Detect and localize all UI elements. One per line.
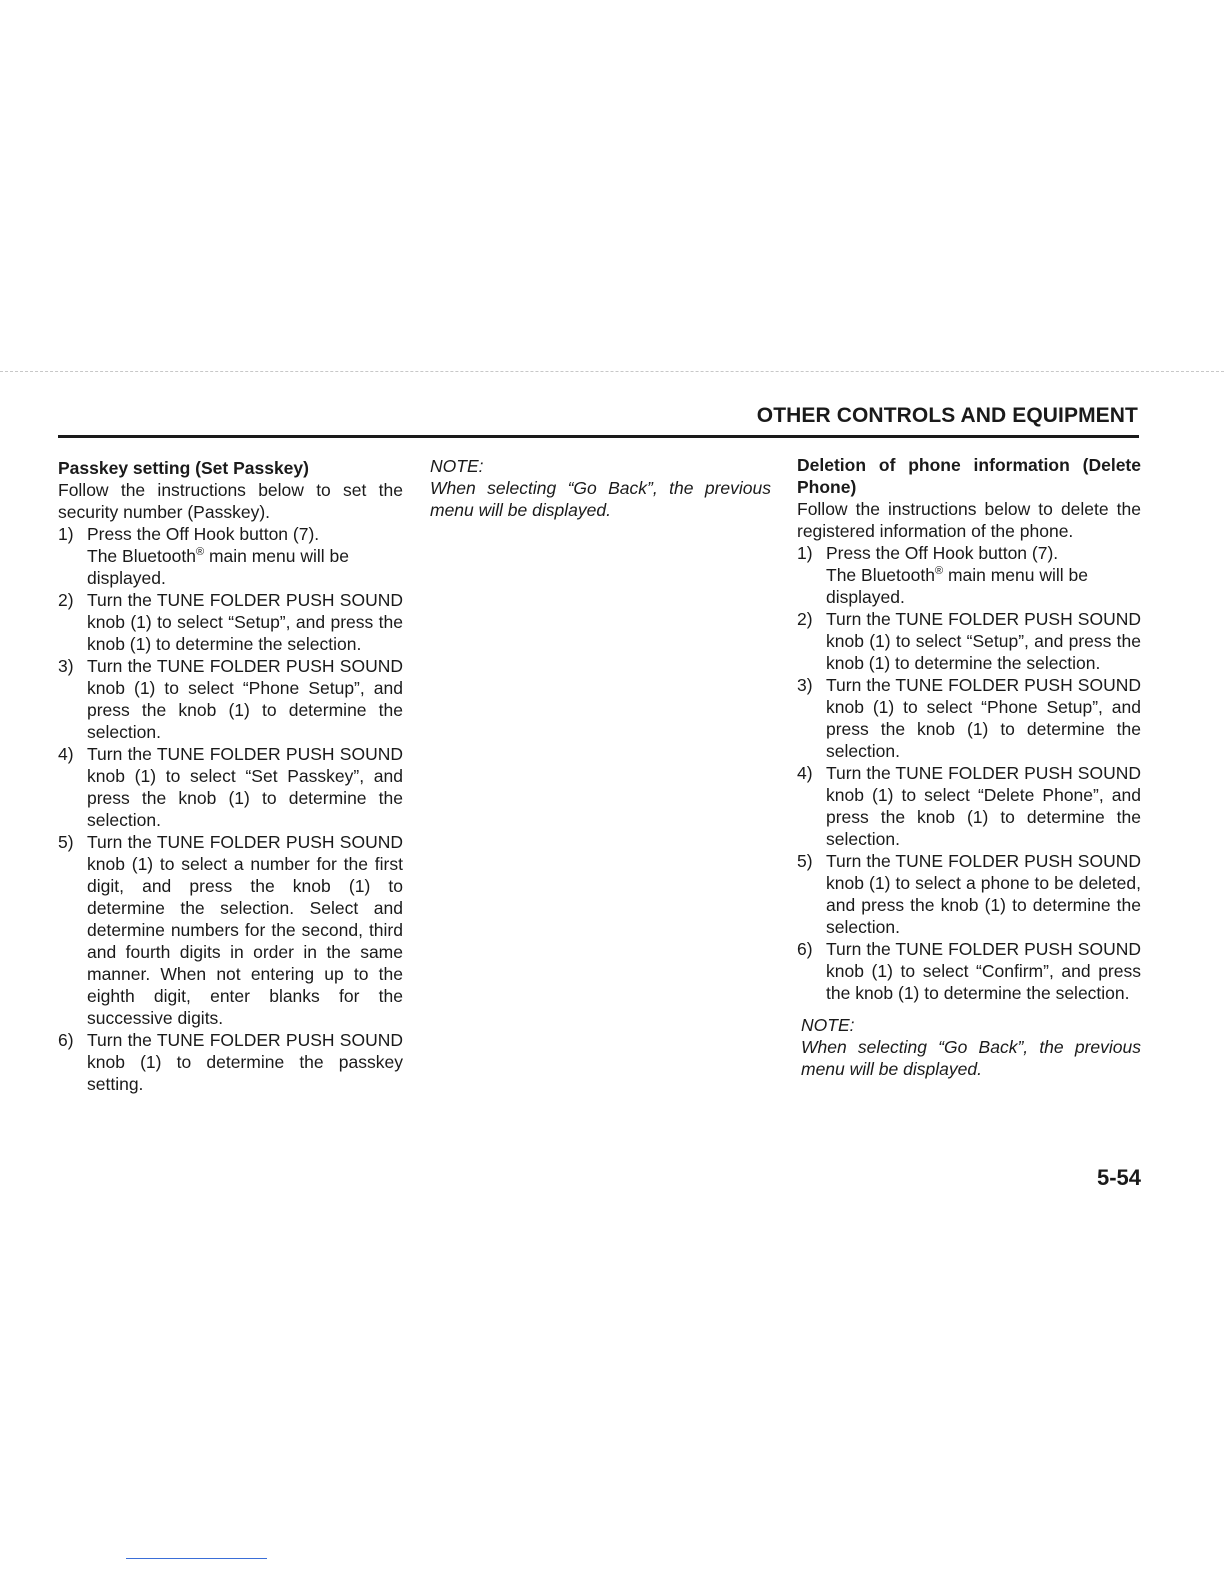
right-note: [797, 1014, 1141, 1080]
step-number: 3): [58, 656, 74, 676]
list-item: [797, 542, 1141, 608]
step-number: 1): [58, 524, 74, 544]
step-number: 5): [58, 832, 74, 852]
list-item: [797, 608, 1141, 674]
step-number: 6): [797, 939, 813, 959]
step-text: Turn the TUNE FOLDER PUSH SOUND knob (1) to select “Phone Setup”, and press the knob (1) to determine the selection.: [826, 675, 1141, 761]
list-item: [58, 523, 403, 589]
step-number: 5): [797, 851, 813, 871]
section-title: OTHER CONTROLS AND EQUIPMENT: [756, 404, 1138, 427]
step-number: 4): [797, 763, 813, 783]
step-body: [87, 743, 403, 831]
step-body: [87, 1029, 403, 1095]
page-number: 5-54: [1096, 1165, 1141, 1190]
passkey-steps: [58, 523, 403, 1095]
registered-mark: ®: [195, 546, 205, 559]
step-text: Press the Off Hook button (7).: [87, 524, 320, 544]
passkey-intro: Follow the instructions below to set the security number (Passkey).: [58, 480, 403, 522]
step-subtext-end: main menu will be displayed.: [87, 546, 349, 588]
list-item: [58, 1029, 403, 1095]
step-number: 4): [58, 744, 74, 764]
left-column: [58, 457, 403, 1095]
step-number: 6): [58, 1030, 74, 1050]
step-body: [826, 674, 1141, 762]
step-subtext: [826, 564, 1141, 608]
delete-phone-steps: [797, 542, 1141, 1004]
step-text: Turn the TUNE FOLDER PUSH SOUND knob (1) to select “Setup”, and press the knob (1) to determine the selection.: [826, 609, 1141, 673]
step-text: Turn the TUNE FOLDER PUSH SOUND knob (1) to select “Phone Setup”, and press the knob (1) to determine the selection.: [87, 656, 403, 742]
registered-mark: ®: [934, 565, 944, 578]
step-text: Turn the TUNE FOLDER PUSH SOUND knob (1) to select “Confirm”, and press the knob (1) to determine the selection.: [826, 939, 1141, 1003]
middle-column: [430, 455, 771, 521]
bottom-link-line: [126, 1558, 267, 1559]
note-label: NOTE:: [801, 1015, 855, 1035]
list-item: [797, 674, 1141, 762]
step-body: [826, 850, 1141, 938]
step-text: Turn the TUNE FOLDER PUSH SOUND knob (1) to select “Delete Phone”, and press the knob (1) to determine the selection.: [826, 763, 1141, 849]
step-body: [87, 655, 403, 743]
step-number: 1): [797, 543, 813, 563]
step-subtext: [87, 545, 403, 589]
right-column: [797, 454, 1141, 1080]
delete-phone-heading: Deletion of phone information (Delete Phone): [797, 455, 1141, 497]
step-text: Turn the TUNE FOLDER PUSH SOUND knob (1) to select a number for the first digit, and press the knob (1) to determine the selection. Select and determine numbers for the second, third and fourth digits in order in the same manner. When not entering up to the eighth digit, enter blanks for the successive digits.: [87, 832, 403, 1028]
step-text: Turn the TUNE FOLDER PUSH SOUND knob (1) to select “Set Passkey”, and press the knob (1) to determine the selection.: [87, 744, 403, 830]
list-item: [797, 938, 1141, 1004]
scan-edge-line: [0, 371, 1224, 372]
list-item: [797, 762, 1141, 850]
step-body: [87, 831, 403, 1029]
list-item: [58, 655, 403, 743]
step-text: Press the Off Hook button (7).: [826, 543, 1059, 563]
step-body: [826, 762, 1141, 850]
step-body: [826, 542, 1141, 608]
delete-phone-intro: Follow the instructions below to delete the registered information of the phone.: [797, 499, 1141, 541]
step-text: Turn the TUNE FOLDER PUSH SOUND knob (1) to select a phone to be deleted, and press the knob (1) to determine the selection.: [826, 851, 1141, 937]
step-body: [87, 589, 403, 655]
step-subtext-start: The Bluetooth: [826, 565, 935, 585]
step-text: Turn the TUNE FOLDER PUSH SOUND knob (1) to select “Setup”, and press the knob (1) to determine the selection.: [87, 590, 403, 654]
step-subtext-start: The Bluetooth: [87, 546, 196, 566]
step-body: [826, 608, 1141, 674]
note-text: When selecting “Go Back”, the previous menu will be displayed.: [430, 478, 771, 520]
list-item: [58, 589, 403, 655]
step-number: 3): [797, 675, 813, 695]
note-label: NOTE:: [430, 456, 484, 476]
header-rule: [58, 435, 1139, 438]
step-number: 2): [797, 609, 813, 629]
step-subtext-end: main menu will be displayed.: [826, 565, 1088, 607]
passkey-heading: Passkey setting (Set Passkey): [58, 458, 309, 478]
step-text: Turn the TUNE FOLDER PUSH SOUND knob (1) to determine the passkey setting.: [87, 1030, 403, 1094]
step-body: [87, 523, 403, 589]
step-number: 2): [58, 590, 74, 610]
note-text: When selecting “Go Back”, the previous menu will be displayed.: [801, 1037, 1141, 1079]
list-item: [58, 743, 403, 831]
list-item: [58, 831, 403, 1029]
step-body: [826, 938, 1141, 1004]
list-item: [797, 850, 1141, 938]
